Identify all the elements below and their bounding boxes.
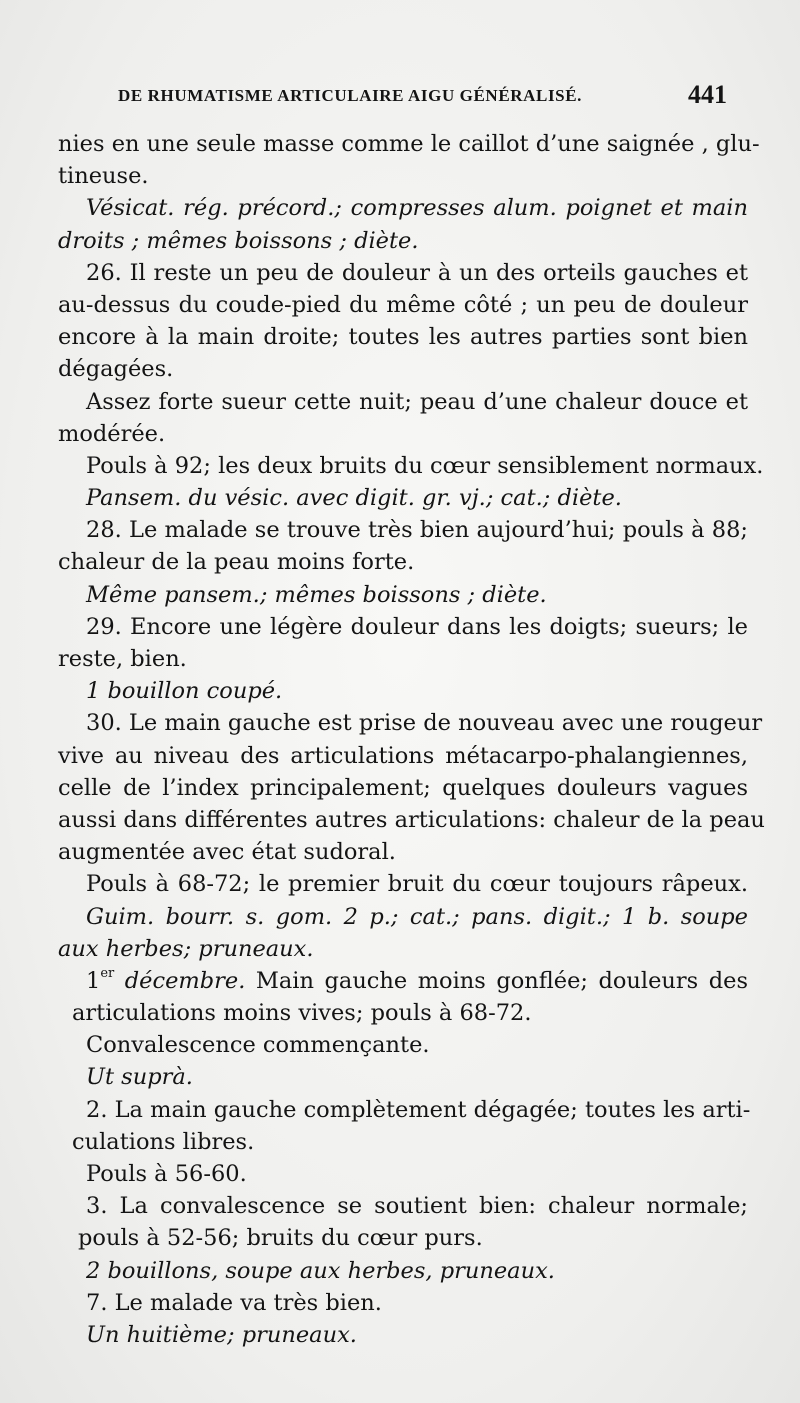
date-month: décembre. — [124, 967, 246, 994]
chapter-title: DE RHUMATISME ARTICULAIRE AIGU GÉNÉRALISÉ. — [118, 86, 583, 105]
entry-line: 30. Le main gauche est prise de nouveau avec une rougeur — [86, 710, 763, 737]
body-text — [58, 128, 765, 1351]
text-line: culations libres. — [72, 1128, 255, 1155]
text-line: Assez forte sueur cette nuit; peau d’une chaleur douce et — [86, 388, 748, 415]
text-line: nies en une seule masse comme le caillot d’une saignée , glu- — [58, 131, 760, 157]
text-line: vive au niveau des articulations métacarpo-phalangiennes, — [58, 742, 748, 769]
text-line: Pouls à 68-72; le premier bruit du cœur toujours râpeux. — [86, 871, 748, 898]
entry-line: 28. Le malade se trouve très bien aujourd’hui; pouls à 88; — [86, 517, 748, 544]
text-line: augmentée avec état sudoral. — [58, 839, 396, 866]
text-line: chaleur de la peau moins forte. — [58, 549, 415, 576]
prescription-line: Pansem. du vésic. avec digit. gr. vj.; cat.; diète. — [86, 485, 622, 512]
prescription-line: Guim. bourr. s. gom. 2 p.; cat.; pans. digit.; 1 b. soupe — [86, 903, 748, 930]
prescription-line: Ut suprà. — [86, 1064, 193, 1091]
text-line: au-dessus du coude-pied du même côté ; un peu de douleur — [58, 291, 748, 318]
entry-line: 26. Il reste un peu de douleur à un des orteils gauches et — [86, 259, 748, 286]
entry-line: 2. La main gauche complètement dégagée; toutes les arti- — [86, 1096, 751, 1123]
prescription-line: 2 bouillons, soupe aux herbes, pruneaux. — [86, 1257, 555, 1284]
entry-line: 7. Le malade va très bien. — [86, 1289, 382, 1316]
date-ordinal: er — [100, 966, 115, 982]
text-line: dégagées. — [58, 356, 174, 383]
entry-line: 3. La convalescence se soutient bien: chaleur normale; — [86, 1193, 748, 1220]
page-number: 441 — [688, 80, 727, 109]
text-line: articulations moins vives; pouls à 68-72. — [72, 1000, 532, 1027]
text-line: Convalescence commençante. — [86, 1032, 430, 1059]
entry-line-december — [58, 965, 748, 997]
prescription-line: droits ; mêmes boissons ; diète. — [58, 227, 419, 254]
text-line: tineuse. — [58, 163, 149, 190]
prescription-line: 1 bouillon coupé. — [86, 678, 283, 705]
text-line: encore à la main droite; toutes les autres parties sont bien — [58, 324, 748, 351]
text-line: reste, bien. — [58, 646, 187, 672]
running-header — [118, 80, 738, 112]
prescription-line: Vésicat. rég. précord.; compresses alum. poignet et main — [86, 195, 748, 222]
text-line: modérée. — [58, 420, 166, 447]
prescription-line: Même pansem.; mêmes boissons ; diète. — [86, 581, 547, 608]
entry-line: 29. Encore une légère douleur dans les doigts; sueurs; le — [86, 613, 748, 640]
text-line: Pouls à 92; les deux bruits du cœur sensiblement normaux. — [86, 452, 764, 479]
prescription-line: aux herbes; pruneaux. — [58, 935, 314, 962]
text-line: celle de l’index principalement; quelques douleurs vagues — [58, 774, 748, 801]
date-number: 1 — [86, 967, 101, 994]
text-line: pouls à 52-56; bruits du cœur purs. — [78, 1225, 483, 1252]
entry-text: Main gauche moins gonflée; douleurs des — [255, 967, 748, 994]
prescription-line: Un huitième; pruneaux. — [86, 1321, 357, 1348]
text-line: aussi dans différentes autres articulations: chaleur de la peau — [58, 806, 765, 833]
text-line: Pouls à 56-60. — [86, 1161, 247, 1187]
